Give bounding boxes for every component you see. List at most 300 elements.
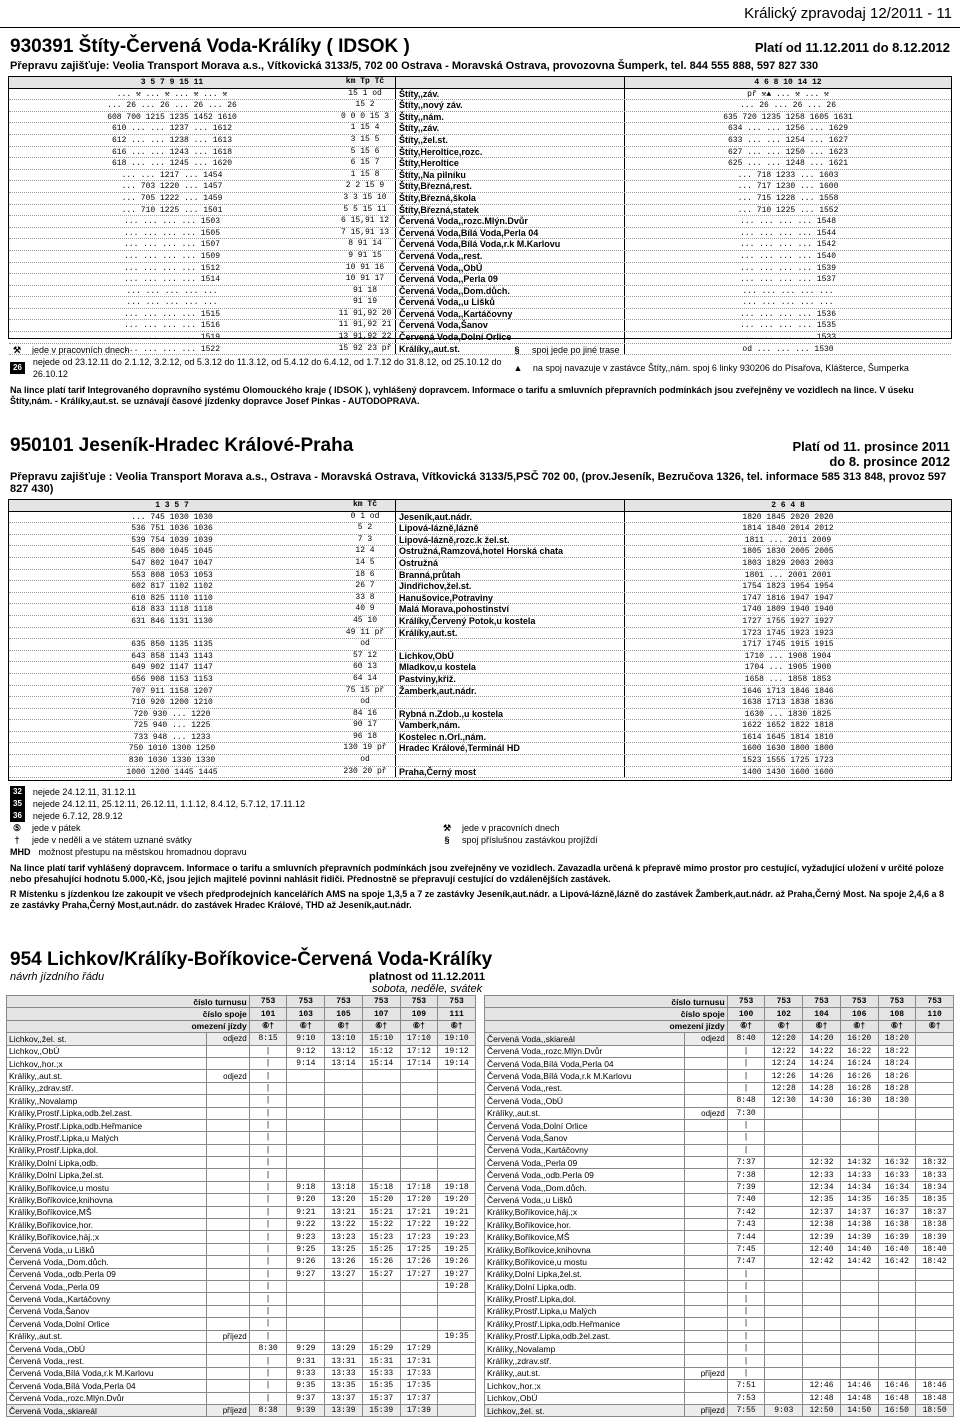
tt3-right-stop-name: Králíky,,aut.st. xyxy=(485,1107,685,1119)
tt1-carrier: Přepravu zajišťuje: Veolia Transport Morava a.s., Vítkovická 3133/5, 702 00 Ostrava - Moravská Ostrava, provozovna Šumperk, tel. 844 555 888, 597 827 330 xyxy=(10,60,819,72)
tt3-left-time xyxy=(325,1144,363,1156)
tt3-left-time: 17:31 xyxy=(400,1355,438,1367)
tt3-left-time xyxy=(400,1095,438,1107)
tt1-row-km: 1 15 4 xyxy=(350,123,380,133)
tt3-right-time xyxy=(803,1268,841,1280)
tt1-row-right-times: ... ... ... ... ... xyxy=(742,298,834,308)
tt2-row-right-times: 1723 1745 1923 1923 xyxy=(742,628,834,638)
tt2-stop-name xyxy=(395,639,625,650)
tt3-right-row xyxy=(485,1380,954,1392)
tt1-stop-name: Štíty,,žel.st. xyxy=(395,135,625,146)
tt3-left-time xyxy=(287,1157,325,1169)
tt2-row xyxy=(9,697,951,709)
tt1-head-stops xyxy=(395,77,625,88)
tt2-row-right-times: 1820 1845 2020 2020 xyxy=(742,512,834,522)
tt3-left-time xyxy=(325,1132,363,1144)
tt3-right-time: 12:38 xyxy=(803,1219,841,1231)
tt2-stop-name: Jindřichov,žel.st. xyxy=(395,581,625,592)
tt3-left-time: 17:18 xyxy=(400,1181,438,1193)
tt1-row-km: 3 3 15 10 xyxy=(343,192,387,202)
tt1-row xyxy=(9,158,951,170)
tt3-right-row xyxy=(485,1256,954,1268)
tt3-right-header-value: ⑥† xyxy=(803,1020,841,1032)
tt3-left-time: 9:35 xyxy=(287,1380,325,1392)
tt3-right-header-row xyxy=(485,1020,954,1032)
tt1-row-left-times: ... ... 1217 ... 1454 xyxy=(121,170,223,180)
tt1-row-km: 8 91 14 xyxy=(348,239,382,249)
tt2-stop-name xyxy=(395,697,625,708)
tt3-right-row xyxy=(485,1318,954,1330)
tt3-left-header-label: omezení jízdy xyxy=(7,1020,250,1032)
tt3-right-stop-name: Králíky,Boříkovice,hor. xyxy=(485,1219,685,1231)
tt3-right-time xyxy=(803,1293,841,1305)
tt3-left-time: 13:14 xyxy=(325,1057,363,1069)
tt3-left-row xyxy=(7,1181,476,1193)
tt3-right-time: 16:46 xyxy=(878,1380,916,1392)
tt2-legend-symbol-2: § xyxy=(444,835,450,845)
tt3-right-time: 18:30 xyxy=(878,1095,916,1107)
tt1-stop-name: Červená Voda,Bílá Voda,Perla 04 xyxy=(395,228,625,239)
tt3-left-time: 19:23 xyxy=(438,1231,476,1243)
tt2-row-left-times: 750 1010 1300 1250 xyxy=(128,744,216,754)
tt3-left-stop-tag xyxy=(207,1157,249,1169)
tt3-left-time: 17:12 xyxy=(400,1045,438,1057)
tt3-right-time: 14:30 xyxy=(803,1095,841,1107)
tt3-left-stop-tag xyxy=(207,1318,249,1330)
tt3-left-stop-name: Lichkov,,žel. st. xyxy=(7,1033,207,1045)
tt3-left-time xyxy=(400,1070,438,1082)
tt1-note-symbol-2: § xyxy=(514,345,520,355)
tt3-left-time: 9:27 xyxy=(287,1268,325,1280)
tt3-right-time: 7:38 xyxy=(727,1169,765,1181)
tt2-legend-symbol: † xyxy=(14,835,20,845)
tt3-left-time xyxy=(400,1330,438,1342)
tt1-row-right-times: od ... ... ... 1530 xyxy=(742,344,834,354)
tt1-row xyxy=(9,286,951,298)
tt1-row-km: 7 15,91 13 xyxy=(340,227,389,237)
tt3-right-header-value: 753 xyxy=(765,996,803,1008)
tt3-left-stop-tag xyxy=(207,1268,249,1280)
tt3-right-time: 12:42 xyxy=(803,1256,841,1268)
tt3-right-time xyxy=(916,1082,954,1094)
tt3-right-time: 7:45 xyxy=(727,1243,765,1255)
tt3-left-row xyxy=(7,1367,476,1379)
tt3-right-time xyxy=(765,1305,803,1317)
tt3-right-time xyxy=(803,1119,841,1131)
tt3-left-row xyxy=(7,1293,476,1305)
tt3-right-row xyxy=(485,1045,954,1057)
tt2-row-right-times: 1805 1830 2005 2005 xyxy=(742,547,834,557)
tt3-right-header-value: 753 xyxy=(727,996,765,1008)
tt3-left-time xyxy=(287,1318,325,1330)
tt3-right-row xyxy=(485,1219,954,1231)
tt3-right-time: 7:37 xyxy=(727,1157,765,1169)
tt3-right-time: 7:44 xyxy=(727,1231,765,1243)
tt3-left-row xyxy=(7,1057,476,1069)
tt3-left-time: 19:21 xyxy=(438,1206,476,1218)
tt3-left-time: 17:22 xyxy=(400,1219,438,1231)
tt3-left-time: 15:22 xyxy=(362,1219,400,1231)
tt3-right-time: 12:32 xyxy=(803,1157,841,1169)
tt2-row xyxy=(9,767,951,779)
tt1-row-right-times: ... ... ... ... 1539 xyxy=(739,263,836,273)
tt3-right-time xyxy=(840,1318,878,1330)
tt3-left-time xyxy=(362,1305,400,1317)
tt3-left-time: 17:33 xyxy=(400,1367,438,1379)
tt2-row-km: 230 20 př xyxy=(343,766,387,776)
tt1-row-right-times: 633 ... ... 1254 ... 1627 xyxy=(727,135,849,145)
tt1-head-left: 3 5 7 9 15 11 xyxy=(140,78,204,87)
tt3-left-time: | xyxy=(249,1355,287,1367)
tt3-left-stop-name: Červená Voda,Šanov xyxy=(7,1305,207,1317)
tt3-left-stop-tag xyxy=(207,1380,249,1392)
tt3-right-time: 18:37 xyxy=(916,1206,954,1218)
tt1-row-right-times: ... ... ... ... 1540 xyxy=(739,251,836,261)
tt3-left-row xyxy=(7,1194,476,1206)
tt3-left-row xyxy=(7,1070,476,1082)
tt3-left-time xyxy=(438,1404,476,1416)
tt3-left-time xyxy=(438,1392,476,1404)
tt3-left-stop-name: Králíky,Prostř.Lipka,dol. xyxy=(7,1144,207,1156)
tt3-left-header-value: 753 xyxy=(400,996,438,1008)
tt3-right-row xyxy=(485,1280,954,1292)
tt3-left-time xyxy=(438,1144,476,1156)
tt3-right-header-value: 106 xyxy=(840,1008,878,1020)
tt2-row-km: 18 6 xyxy=(355,569,375,579)
tt2-legend-symbol: MHD xyxy=(10,847,31,857)
tt1-stop-name: Červená Voda,Šanov xyxy=(395,320,625,331)
tt1-note-text: nejede od 23.12.11 do 2.1.12, 3.2.12, od 5.3.12 do 11.3.12, od 5.4.12 do 6.4.12, od 1.7.12 do 31.8.12, od 25.10.12 do 26.10.12 xyxy=(32,357,502,379)
tt2-stop-name: Lichkov,ObÚ xyxy=(395,651,625,662)
tt3-left-stop-name: Králíky,Dolní Lipka,odb. xyxy=(7,1157,207,1169)
tt2-row-km: 130 19 př xyxy=(343,743,387,753)
tt3-left-time: 9:22 xyxy=(287,1219,325,1231)
tt3-left-stop-name: Králíky,Prostř.Lipka,u Malých xyxy=(7,1132,207,1144)
tt3-left-time: 13:18 xyxy=(325,1181,363,1193)
tt1-row-km: 6 15 7 xyxy=(350,158,380,168)
tt3-left-row xyxy=(7,1318,476,1330)
tt3-left-stop-tag: příjezd xyxy=(207,1330,249,1342)
tt3-right-time xyxy=(878,1268,916,1280)
tt3-left-time: 17:35 xyxy=(400,1380,438,1392)
tt2-note-row xyxy=(10,810,950,822)
tt2-row-right-times: 1704 ... 1905 1900 xyxy=(744,663,832,673)
tt3-right-stop-tag xyxy=(685,1157,727,1169)
page-header xyxy=(0,0,960,28)
tt1-stop-name: Štíty,Březná,škola xyxy=(395,193,625,204)
tt3-left-time: | xyxy=(249,1380,287,1392)
tt3-left-row xyxy=(7,1144,476,1156)
tt3-left-stop-tag xyxy=(207,1367,249,1379)
tt3-right-time: | xyxy=(727,1057,765,1069)
tt3-right-time xyxy=(803,1132,841,1144)
tt1-row xyxy=(9,320,951,332)
tt3-right-time xyxy=(916,1144,954,1156)
tt3-right-time xyxy=(840,1305,878,1317)
tt3-right-stop-name: Červená Voda,,rest. xyxy=(485,1082,685,1094)
tt1-row-km: 91 19 xyxy=(352,297,377,307)
tt1-row-right-times: ... ... ... ... ... xyxy=(742,286,834,296)
tt2-row-left-times: 553 808 1053 1053 xyxy=(131,570,213,580)
tt1-stop-name: Štíty,,Na pilníku xyxy=(395,170,625,181)
tt3-left-time: 15:21 xyxy=(362,1206,400,1218)
tt1-row-right-times: ... 718 1233 ... 1603 xyxy=(737,170,839,180)
tt3-right-table xyxy=(484,995,954,1417)
tt3-left-time xyxy=(362,1107,400,1119)
tt1-row-left-times: ... ⚒ ... ⚒ ... ⚒ ... ⚒ xyxy=(116,89,228,99)
tt3-right-time: 18:46 xyxy=(916,1380,954,1392)
tt1-head-right: 4 6 8 10 14 12 xyxy=(754,78,822,87)
tt3-left-row xyxy=(7,1045,476,1057)
tt3-left-time: 17:21 xyxy=(400,1206,438,1218)
tt1-row-left-times: ... ... ... ... 1522 xyxy=(123,344,220,354)
tt2-row-km: 40 9 xyxy=(355,604,375,614)
tt1-stop-name: Štíty,,záv. xyxy=(395,123,625,134)
tt1-row-right-times: ... 715 1228 ... 1558 xyxy=(737,193,839,203)
tt3-left-header-value: 111 xyxy=(438,1008,476,1020)
tt3-left-time xyxy=(287,1330,325,1342)
tt3-right-time xyxy=(765,1219,803,1231)
tt3-right-time: 16:20 xyxy=(840,1033,878,1045)
tt3-left-time: 17:14 xyxy=(400,1057,438,1069)
tt1-row-km: 1 15 8 xyxy=(350,169,380,179)
tt2-stop-name: Pastviny,křiž. xyxy=(395,674,625,685)
tt3-right-time xyxy=(840,1268,878,1280)
tt3-left-time xyxy=(287,1095,325,1107)
tt3-right-row xyxy=(485,1194,954,1206)
tt3-right-row xyxy=(485,1330,954,1342)
tt2-head-stops xyxy=(395,500,625,511)
tt3-right-time xyxy=(878,1355,916,1367)
tt3-left-header-value: 101 xyxy=(249,1008,287,1020)
tt3-right-time: 18:26 xyxy=(878,1070,916,1082)
tt2-note-text: nejede 24.12.11, 31.12.11 xyxy=(32,787,137,797)
tt3-left-time: 8:30 xyxy=(249,1342,287,1354)
tt3-left-stop-name: Červená Voda,Dolní Orlice xyxy=(7,1318,207,1330)
tt3-left-stop-tag xyxy=(207,1243,249,1255)
tt2-row-left-times: 618 833 1118 1118 xyxy=(131,605,213,615)
tt3-left-header-value: 753 xyxy=(438,996,476,1008)
tt3-validity: platnost od 11.12.2011 xyxy=(368,971,486,983)
tt2-stop-name: Vamberk,nám. xyxy=(395,720,625,731)
tt3-right-stop-tag xyxy=(685,1392,727,1404)
timetable-930391 xyxy=(0,36,960,431)
tt3-left-header-value: 753 xyxy=(362,996,400,1008)
tt3-right-time: 12:28 xyxy=(765,1082,803,1094)
tt3-left-time xyxy=(438,1095,476,1107)
tt3-left-time xyxy=(325,1119,363,1131)
tt3-right-time xyxy=(803,1144,841,1156)
tt3-left-time: 19:12 xyxy=(438,1045,476,1057)
tt1-stop-name: Červená Voda,,Dom.důch. xyxy=(395,286,625,297)
tt3-right-time: 12:24 xyxy=(765,1057,803,1069)
tt3-right-time xyxy=(840,1330,878,1342)
tt3-left-time: | xyxy=(249,1330,287,1342)
tt1-row-left-times: ... ... ... ... 1516 xyxy=(123,321,220,331)
tt2-row xyxy=(9,604,951,616)
tt2-legend-text-2: spoj příslušnou zastávkou projíždí xyxy=(462,835,598,845)
tt3-right-header-value: 110 xyxy=(916,1008,954,1020)
tt3-left-time xyxy=(400,1082,438,1094)
tt3-right-time xyxy=(916,1342,954,1354)
tt3-right-row xyxy=(485,1392,954,1404)
tt3-left-time xyxy=(287,1305,325,1317)
tt2-row-left-times: 631 846 1131 1130 xyxy=(131,616,213,626)
tt3-right-row xyxy=(485,1082,954,1094)
tt3-left-time: 9:39 xyxy=(287,1404,325,1416)
tt3-right-row xyxy=(485,1033,954,1045)
tt2-row-km: od xyxy=(360,639,370,649)
tt3-left-time: 19:18 xyxy=(438,1181,476,1193)
tt3-left-time: 17:20 xyxy=(400,1194,438,1206)
tt3-right-time: 18:24 xyxy=(878,1057,916,1069)
tt3-left-time: | xyxy=(249,1181,287,1193)
tt2-legend-row xyxy=(10,822,950,834)
tt3-right-stop-name: Červená Voda,Dolní Orlice xyxy=(485,1119,685,1131)
tt3-right-row xyxy=(485,1268,954,1280)
tt3-left-stop-name: Králíky,Prostř.Lipka,odb.žel.zast. xyxy=(7,1107,207,1119)
tt3-right-header-value: 753 xyxy=(803,996,841,1008)
tt1-row-km: 2 2 15 9 xyxy=(345,181,385,191)
tt3-left-time: 15:25 xyxy=(362,1243,400,1255)
tt3-left-time xyxy=(400,1318,438,1330)
tt1-row xyxy=(9,274,951,286)
tt2-stop-name: Lipová-lázně,lázně xyxy=(395,523,625,534)
tt3-left-time xyxy=(438,1169,476,1181)
tt3-right-time: 12:26 xyxy=(765,1070,803,1082)
tt3-left-stop-name: Králíky,Boříkovice,u mostu xyxy=(7,1181,207,1193)
tt3-left-header-value: ⑥† xyxy=(362,1020,400,1032)
tt1-row-left-times: ... 26 ... 26 ... 26 ... 26 xyxy=(107,101,237,111)
tt1-row xyxy=(9,263,951,275)
tt3-subtitle: návrh jízdního řádu xyxy=(10,971,105,983)
tt3-left-time: 13:21 xyxy=(325,1206,363,1218)
tt3-right-header-value: ⑥† xyxy=(840,1020,878,1032)
tt3-left-row xyxy=(7,1243,476,1255)
tt3-left-time: | xyxy=(249,1194,287,1206)
tt3-left-time: 15:18 xyxy=(362,1181,400,1193)
tt2-row xyxy=(9,628,951,640)
tt3-right-time: 14:46 xyxy=(840,1380,878,1392)
tt2-row-right-times: 1622 1652 1822 1818 xyxy=(742,721,834,731)
tt3-right-time xyxy=(916,1305,954,1317)
tt2-row-left-times: 707 911 1158 1207 xyxy=(131,686,213,696)
tt2-stop-name: Malá Morava,pohostinství xyxy=(395,604,625,615)
tt3-right-stop-tag xyxy=(685,1206,727,1218)
tt3-right-stop-tag: příjezd xyxy=(685,1404,727,1416)
tt3-right-time: 8:40 xyxy=(727,1033,765,1045)
tt2-legend-text: jede v pátek xyxy=(32,823,81,833)
tt3-right-time: 14:39 xyxy=(840,1231,878,1243)
tt3-right-time: 16:26 xyxy=(840,1070,878,1082)
tt1-row-left-times: ... ... ... ... 1519 xyxy=(123,333,220,343)
tt3-right-time: 18:50 xyxy=(916,1404,954,1416)
tt2-row-km: 12 4 xyxy=(355,546,375,556)
tt1-row-left-times: 618 ... ... 1245 ... 1620 xyxy=(111,159,233,169)
tt2-row-left-times: 649 902 1147 1147 xyxy=(131,663,213,673)
tt3-right-header-label: číslo turnusu xyxy=(485,996,728,1008)
tt3-left-time: 15:33 xyxy=(362,1367,400,1379)
tt3-right-time: | xyxy=(727,1355,765,1367)
tt3-left-time: | xyxy=(249,1256,287,1268)
tt3-right-time: 14:37 xyxy=(840,1206,878,1218)
tt3-left-time xyxy=(362,1318,400,1330)
tt1-row-km: 15 1 od xyxy=(348,88,382,98)
tt3-right-stop-tag xyxy=(685,1231,727,1243)
tt3-left-stop-name: Králíky,Dolní Lipka,žel.st. xyxy=(7,1169,207,1181)
tt3-left-time: 19:25 xyxy=(438,1243,476,1255)
tt2-row-km: 84 16 xyxy=(352,708,377,718)
tt2-stop-name: Hradec Králové,Terminál HD xyxy=(395,743,625,754)
tt3-right-stop-name: Králíky,,Novalamp xyxy=(485,1342,685,1354)
tt3-left-row xyxy=(7,1380,476,1392)
tt2-row-left-times: 710 920 1200 1210 xyxy=(131,698,213,708)
tt3-right-header-row xyxy=(485,996,954,1008)
tt3-right-time xyxy=(765,1132,803,1144)
tt3-left-time: | xyxy=(249,1082,287,1094)
tt3-left-time: 15:27 xyxy=(362,1268,400,1280)
tt3-left-time xyxy=(438,1342,476,1354)
tt2-row-right-times: 1803 1829 2003 2003 xyxy=(742,558,834,568)
tt3-left-time xyxy=(400,1144,438,1156)
tt3-right-time: 12:50 xyxy=(803,1404,841,1416)
tt1-row-left-times: ... ... ... ... 1515 xyxy=(123,309,220,319)
tt1-row-km: 6 15,91 12 xyxy=(340,216,389,226)
tt3-right-time: 16:42 xyxy=(878,1256,916,1268)
tt3-left-stop-name: Červená Voda,,Dom.důch. xyxy=(7,1256,207,1268)
tt3-left-stop-name: Červená Voda,,rest. xyxy=(7,1355,207,1367)
tt3-left-time: 9:12 xyxy=(287,1045,325,1057)
tt3-left-row xyxy=(7,1404,476,1416)
tt2-note-badge: 35 xyxy=(10,798,25,810)
tt3-left-row xyxy=(7,1132,476,1144)
tt2-row-km: od xyxy=(360,755,370,765)
tt3-left-header-value: 105 xyxy=(325,1008,363,1020)
tt3-left-row xyxy=(7,1219,476,1231)
tt3-right-time xyxy=(840,1342,878,1354)
tt2-note-badge: 36 xyxy=(10,810,25,822)
tt3-left-time: 15:20 xyxy=(362,1194,400,1206)
tt3-left-time xyxy=(438,1082,476,1094)
tt1-row-km: 15 2 xyxy=(355,100,375,110)
tt2-stop-name: Hanušovice,Potraviny xyxy=(395,593,625,604)
tt3-right-stop-tag xyxy=(685,1144,727,1156)
tt2-row xyxy=(9,709,951,721)
tt3-right-stop-name: Králíky,Prostř.Lipka,u Malých xyxy=(485,1305,685,1317)
tt3-left-stop-tag xyxy=(207,1293,249,1305)
tt3-right-stop-name: Červená Voda,,Perla 09 xyxy=(485,1157,685,1169)
tt3-right-time: 18:33 xyxy=(916,1169,954,1181)
tt3-right-header-value: 753 xyxy=(916,996,954,1008)
tt3-left-time: 19:14 xyxy=(438,1057,476,1069)
tt3-left-time: | xyxy=(249,1119,287,1131)
tt3-left-stop-tag: příjezd xyxy=(207,1404,249,1416)
tt1-stop-name: Červená Voda,,u Lišků xyxy=(395,297,625,308)
tt3-right-time xyxy=(765,1144,803,1156)
tt3-right-header-label: číslo spoje xyxy=(485,1008,728,1020)
tt3-left-time: 9:21 xyxy=(287,1206,325,1218)
tt3-left-stop-name: Králíky,Prostř.Lipka,odb.Heřmanice xyxy=(7,1119,207,1131)
tt3-right-time: 16:33 xyxy=(878,1169,916,1181)
tt3-right-stop-tag xyxy=(685,1045,727,1057)
tt3-left-row xyxy=(7,1256,476,1268)
tt3-left-time: 13:25 xyxy=(325,1243,363,1255)
tt2-legend-row xyxy=(10,834,950,846)
tt3-right-stop-tag xyxy=(685,1057,727,1069)
tt3-right-time xyxy=(765,1206,803,1218)
tt3-left-stop-tag xyxy=(207,1082,249,1094)
tt3-left-stop-tag: odjezd xyxy=(207,1033,249,1045)
